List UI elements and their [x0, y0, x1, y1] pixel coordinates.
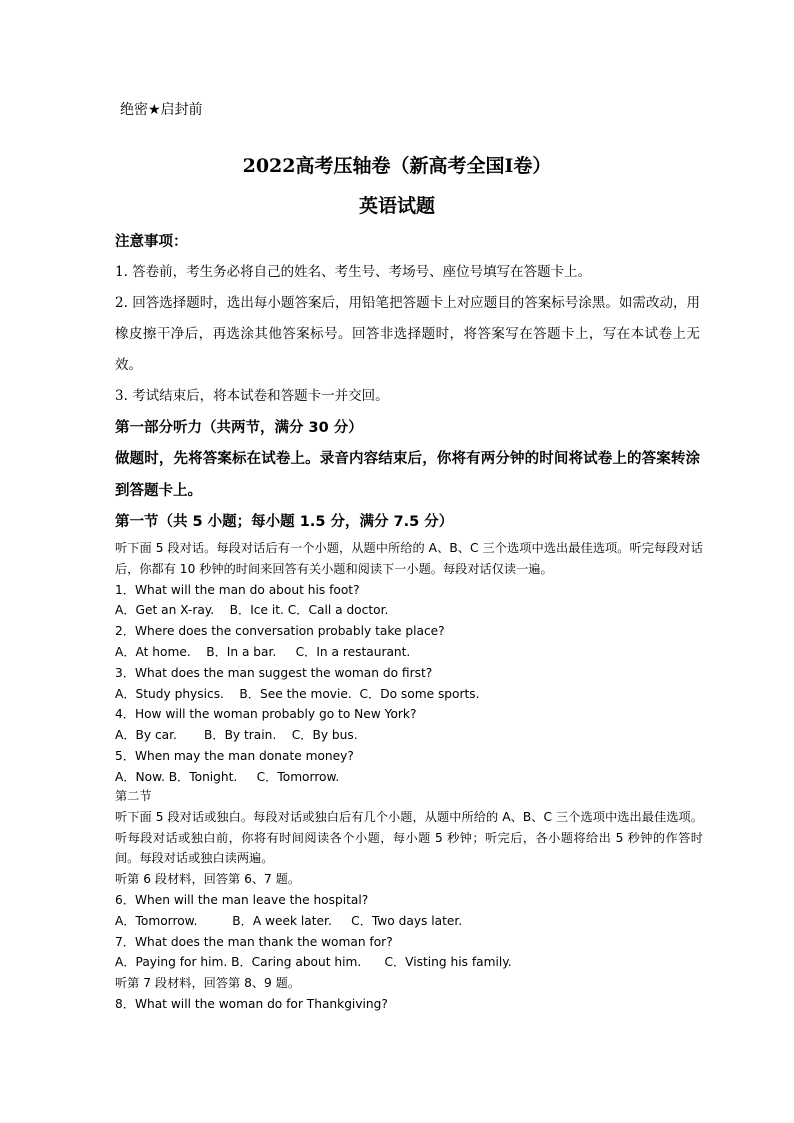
- question-6-options: A．Tomorrow. B．A week later. C．Two days later.: [115, 913, 463, 928]
- part1-instruction: 做题时，先将答案标在试卷上。录音内容结束后，你将有两分钟的时间将试卷上的答案转涂到答题卡上。: [115, 451, 700, 499]
- question-3-options: A．Study physics. B．See the movie. C．Do some sports.: [115, 686, 480, 701]
- exam-subtitle: 英语试题: [358, 195, 435, 217]
- notice-heading: 注意事项：: [115, 233, 188, 250]
- question-5-options: A．Now. B．Tonight. C．Tomorrow.: [115, 769, 340, 784]
- notice-item-1: 1. 答卷前，考生务必将自己的姓名、考生号、考场号、座位号填写在答题卡上。: [115, 264, 592, 280]
- material-7-instruction: 听第 7 段材料，回答第 8、9 题。: [115, 976, 301, 991]
- question-1: 1．What will the man do about his foot?: [115, 582, 360, 597]
- section2-heading: 第二节: [115, 789, 152, 803]
- section1-intro: 听下面 5 段对话。每段对话后有一个小题，从题中所给的 A、B、C 三个选项中选出最佳选项。听完每段对话后，你都有 10 秒钟的时间来回答有关小题和阅读下一小题。每段对话仅读一遍。: [115, 541, 703, 576]
- question-2: 2．Where does the conversation probably take place?: [115, 624, 445, 639]
- question-7-options: A．Paying for him. B．Caring about him. C．Visting his family.: [115, 955, 512, 970]
- question-5: 5．When may the man donate money?: [115, 748, 354, 763]
- part1-heading: 第一部分听力（共两节，满分 30 分）: [115, 420, 363, 436]
- confidential-label: 绝密★启封前: [120, 102, 203, 118]
- question-7: 7．What does the man thank the woman for?: [115, 934, 393, 949]
- exam-title: 2022高考压轴卷（新高考全国I卷）: [242, 155, 552, 177]
- section2-body: [115, 786, 703, 1015]
- question-4-options: A．By car. B．By train. C．By bus.: [115, 728, 358, 743]
- notice-item-3: 3. 考试结束后，将本试卷和答题卡一并交回。: [115, 388, 389, 404]
- question-3: 3．What does the man suggest the woman do first?: [115, 665, 433, 680]
- question-2-options: A．At home. B．In a bar. C．In a restaurant.: [115, 644, 411, 659]
- question-4: 4．How will the woman probably go to New York?: [115, 707, 417, 722]
- question-6: 6．When will the man leave the hospital?: [115, 892, 369, 907]
- notice-item-2: 2. 回答选择题时，选出每小题答案后，用铅笔把答题卡上对应题目的答案标号涂黑。如需改动，用橡皮擦干净后，再选涂其他答案标号。回答非选择题时，将答案写在答题卡上，写在本试卷上无效。: [115, 295, 700, 373]
- section2-intro: 听下面 5 段对话或独白。每段对话或独白后有几个小题，从题中所给的 A、B、C 三个选项中选出最佳选项。听每段对话或独白前，你将有时间阅读各个小题，每小题 5 秒钟；听完后，各小题将给出 5 秒钟的作答时间。每段对话或独白读两遍。: [115, 809, 703, 866]
- question-1-options: A．Get an X-ray. B．Ice it. C．Call a doctor.: [115, 603, 389, 618]
- section1-body: [115, 538, 703, 788]
- question-8: 8．What will the woman do for Thankgiving?: [115, 996, 388, 1011]
- material-6-instruction: 听第 6 段材料，回答第 6、7 题。: [115, 872, 301, 887]
- section1-heading: 第一节（共 5 小题；每小题 1.5 分，满分 7.5 分）: [115, 514, 454, 530]
